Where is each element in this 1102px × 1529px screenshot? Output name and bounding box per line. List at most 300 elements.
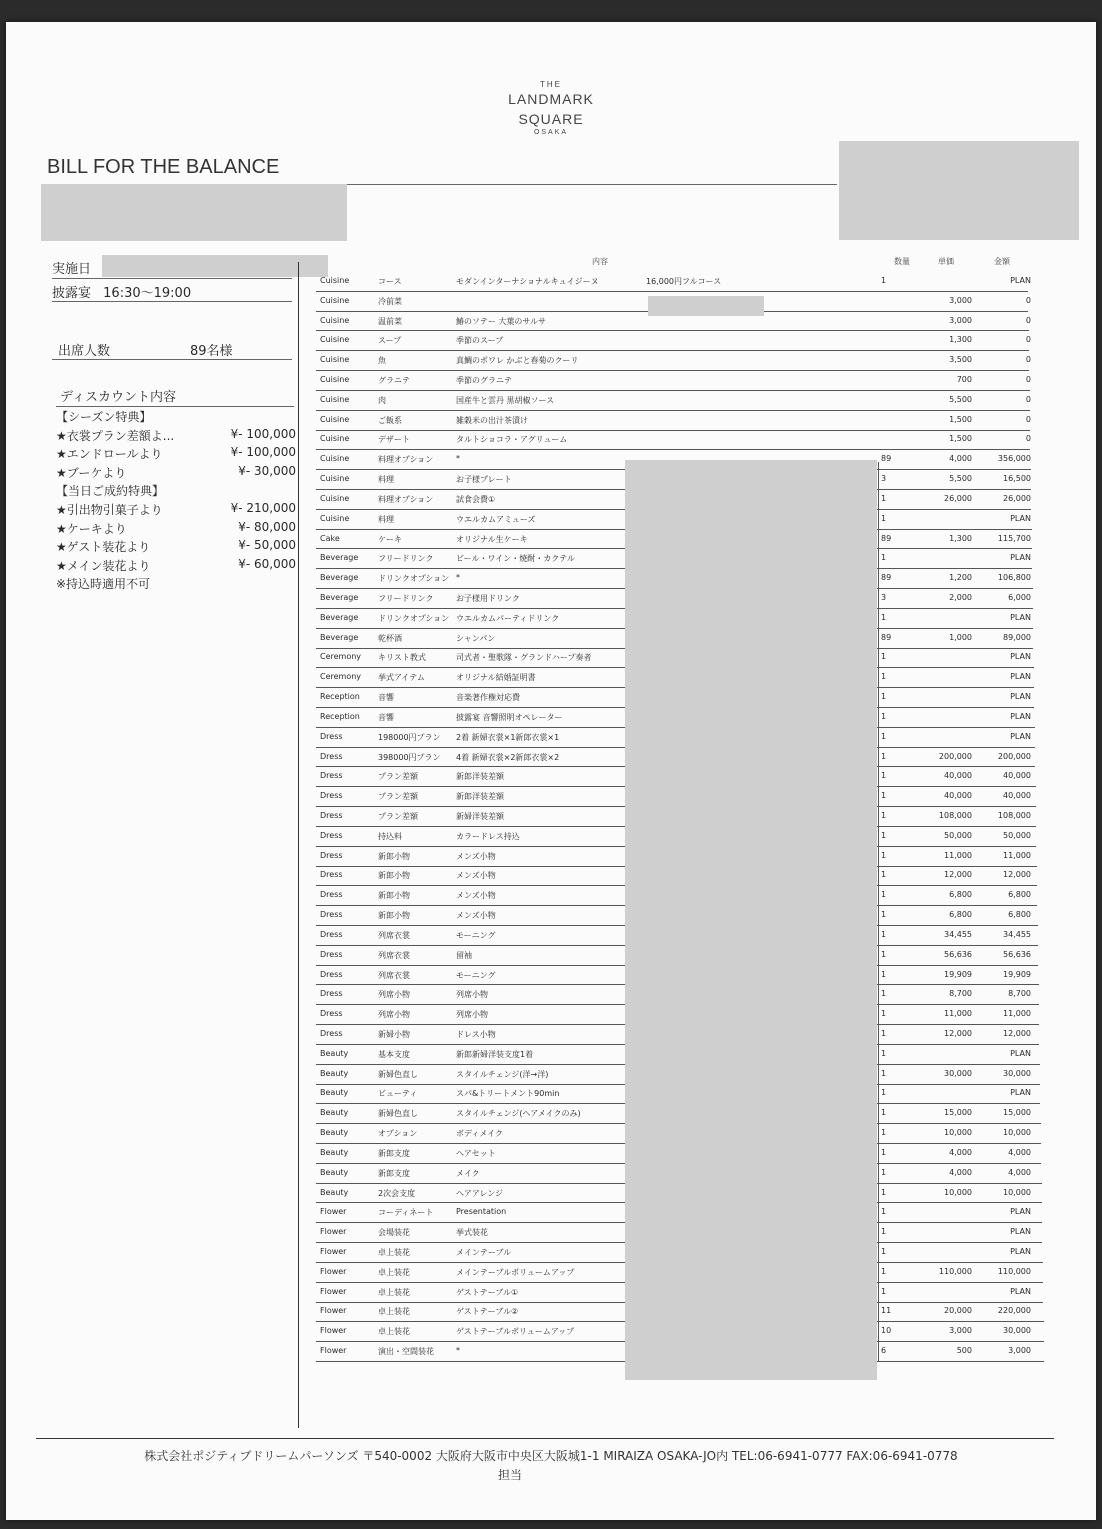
- guests-value: 89名様: [190, 344, 233, 359]
- row-unit-price: 500: [956, 1346, 972, 1356]
- row-quantity: 1: [881, 652, 887, 662]
- row-amount: 26,000: [1003, 493, 1031, 503]
- row-quantity: 89: [881, 573, 892, 583]
- row-description: *: [456, 1346, 460, 1356]
- row-description: モーニング: [456, 970, 496, 980]
- row-amount: 106,800: [997, 573, 1031, 583]
- row-description: 披露宴 音響照明オペレーター: [456, 712, 563, 722]
- header-unit: 単価: [938, 257, 954, 266]
- row-category: Cuisine: [320, 434, 350, 444]
- row-amount: 40,000: [1003, 791, 1031, 801]
- row-description: モダンインターナショナルキュイジーヌ: [456, 276, 599, 286]
- row-amount: 4,000: [1008, 1147, 1031, 1157]
- row-unit-price: 108,000: [938, 810, 972, 820]
- row-item: フリードリンク: [378, 593, 434, 603]
- row-unit-price: 30,000: [944, 1068, 972, 1078]
- discount-label: ※持込時適用不可: [56, 577, 151, 592]
- row-unit-price: 1,300: [949, 533, 972, 543]
- row-description: オリジナル生ケーキ: [456, 534, 528, 544]
- row-description: 試食会費①: [456, 494, 496, 504]
- row-quantity: 1: [881, 969, 887, 979]
- row-description: 2着 新婦衣裳×1新郎衣裳×1: [456, 732, 560, 742]
- row-amount: 11,000: [1003, 1009, 1031, 1019]
- row-quantity: 1: [881, 1128, 887, 1138]
- row-category: Dress: [320, 850, 343, 860]
- row-category: Dress: [320, 929, 343, 939]
- row-category: Cuisine: [320, 394, 350, 404]
- reception-row: [52, 282, 292, 301]
- header-amount: 金額: [994, 257, 1010, 266]
- row-quantity: 1: [881, 1207, 887, 1217]
- row-item: プラン差額: [378, 772, 418, 782]
- row-quantity: 1: [881, 850, 887, 860]
- row-item: 料理オプション: [378, 455, 434, 465]
- redacted-date: [102, 255, 328, 277]
- row-description: お子様プレート: [456, 475, 512, 485]
- row-amount: 50,000: [1003, 830, 1031, 840]
- row-unit-price: 4,000: [949, 454, 972, 464]
- row-description: 挙式装花: [456, 1228, 488, 1238]
- row-amount: 200,000: [997, 751, 1031, 761]
- qty-column-rule: [878, 462, 879, 1362]
- row-description: ヘアアレンジ: [456, 1188, 504, 1198]
- row-amount: 11,000: [1003, 850, 1031, 860]
- row-item: 持込料: [378, 831, 402, 841]
- row-description: メンズ小物: [456, 871, 496, 881]
- row-unit-price: 56,636: [944, 949, 972, 959]
- company-footer: 株式会社ポジティブドリームパーソンズ 〒540-0002 大阪府大阪市中央区大阪城1-1 MIRAIZA OSAKA-JO内 TEL:06-6941-0777 FAX:06-6941-0778: [144, 1449, 958, 1463]
- row-amount: 40,000: [1003, 771, 1031, 781]
- row-unit-price: 3,000: [949, 315, 972, 325]
- row-category: Dress: [320, 910, 343, 920]
- row-category: Cuisine: [320, 295, 350, 305]
- row-category: Cuisine: [320, 493, 350, 503]
- row-item: 温前菜: [378, 316, 402, 326]
- row-item: 新郎小物: [378, 891, 410, 901]
- row-quantity: 89: [881, 533, 892, 543]
- row-item: コース: [378, 276, 402, 286]
- discount-label: 【当日ご成約特典】: [56, 484, 165, 499]
- row-category: Dress: [320, 1028, 343, 1038]
- row-unit-price: 12,000: [944, 1028, 972, 1038]
- row-amount: 12,000: [1003, 870, 1031, 880]
- row-quantity: 1: [881, 672, 887, 682]
- discount-item: [56, 557, 296, 574]
- discount-label: 【シーズン特典】: [56, 410, 152, 424]
- row-item: 新郎小物: [378, 911, 410, 921]
- row-amount: 6,000: [1008, 592, 1031, 602]
- discount-label: ★衣裳プラン差額よ...: [56, 428, 175, 443]
- row-quantity: 1: [881, 1246, 887, 1256]
- reception-time: 16:30～19:00: [103, 286, 192, 301]
- guests-label: 出席人数: [58, 344, 111, 359]
- row-description: メインテーブルボリュームアップ: [456, 1267, 575, 1277]
- row-category: Dress: [320, 870, 343, 880]
- row-quantity: 1: [881, 751, 887, 761]
- row-amount: 108,000: [997, 810, 1031, 820]
- row-item: 列席小物: [378, 1010, 410, 1020]
- row-category: Beverage: [320, 632, 359, 642]
- row-description: メンズ小物: [456, 851, 496, 861]
- row-amount: PLAN: [1010, 652, 1031, 662]
- row-item: オプション: [378, 1129, 418, 1139]
- row-amount: 56,636: [1003, 949, 1031, 959]
- row-amount: PLAN: [1010, 1088, 1031, 1098]
- discount-value: ¥- 100,000: [230, 445, 296, 460]
- discount-item: [56, 501, 296, 518]
- row-unit-price: 3,500: [949, 355, 972, 365]
- row-quantity: 1: [881, 1167, 887, 1177]
- row-amount: 6,800: [1008, 890, 1031, 900]
- row-description: 留袖: [456, 950, 472, 960]
- redacted-block-right: [839, 141, 1079, 240]
- row-description: *: [456, 454, 460, 464]
- row-unit-price: 6,800: [949, 890, 972, 900]
- footer-rule: [36, 1438, 1054, 1439]
- row-quantity: 1: [881, 771, 887, 781]
- row-category: Flower: [320, 1227, 347, 1237]
- row-description: ゲストテーブル①: [456, 1287, 519, 1297]
- discount-label: ★ゲスト装花より: [56, 540, 151, 555]
- row-amount: PLAN: [1010, 612, 1031, 622]
- row-category: Dress: [320, 949, 343, 959]
- row-category: Flower: [320, 1326, 347, 1336]
- row-category: Cuisine: [320, 315, 350, 325]
- row-amount: PLAN: [1010, 553, 1031, 563]
- row-unit-price: 34,455: [944, 929, 972, 939]
- row-category: Beauty: [320, 1068, 349, 1078]
- discount-value: ¥- 60,000: [238, 556, 296, 571]
- row-description: カラードレス持込: [456, 831, 520, 841]
- row-item: ドリンクオプション: [378, 574, 450, 584]
- row-item: 卓上装花: [378, 1287, 410, 1297]
- row-description: ウエルカムアミューズ: [456, 514, 536, 524]
- row-amount: 0: [1025, 355, 1031, 365]
- row-description: メインテーブル: [456, 1247, 512, 1257]
- row-unit-price: 40,000: [944, 771, 972, 781]
- row-description: ヘアセット: [456, 1148, 496, 1158]
- row-category: Beauty: [320, 1048, 349, 1058]
- row-unit-price: 50,000: [944, 830, 972, 840]
- row-amount: 15,000: [1003, 1108, 1031, 1118]
- row-unit-price: 8,700: [949, 989, 972, 999]
- row-unit-price: 3,000: [949, 295, 972, 305]
- discount-label: ★エンドロールより: [56, 447, 163, 462]
- row-quantity: 1: [881, 949, 887, 959]
- row-unit-price: 20,000: [944, 1306, 972, 1316]
- row-amount: 0: [1025, 434, 1031, 444]
- row-description: ビール・ワイン・焼酎・カクテル: [456, 554, 575, 564]
- row-quantity: 3: [881, 474, 887, 484]
- row-quantity: 1: [881, 275, 887, 285]
- row-unit-price: 1,300: [949, 335, 972, 345]
- discount-item: [56, 520, 296, 537]
- row-item: 料理: [378, 514, 394, 524]
- row-quantity: 1: [881, 711, 887, 721]
- row-quantity: 89: [881, 632, 892, 642]
- row-amount: 19,909: [1003, 969, 1031, 979]
- row-unit-price: 2,000: [949, 592, 972, 602]
- row-item: 肉: [378, 395, 386, 405]
- row-description: スタイルチェンジ(洋→洋): [456, 1069, 549, 1079]
- row-description: スタイルチェンジ(ヘアメイクのみ): [456, 1109, 581, 1119]
- discount-value: ¥- 50,000: [238, 538, 296, 553]
- row-quantity: 1: [881, 513, 887, 523]
- row-quantity: 1: [881, 1068, 887, 1078]
- discount-value: ¥- 210,000: [230, 501, 296, 515]
- row-item: 新婦色直し: [378, 1109, 418, 1119]
- row-category: Cuisine: [320, 374, 350, 384]
- row-category: Cake: [320, 533, 340, 543]
- row-category: Dress: [320, 969, 343, 979]
- row-unit-price: 110,000: [938, 1266, 972, 1276]
- row-item: 乾杯酒: [378, 633, 402, 643]
- row-amount: 30,000: [1003, 1068, 1031, 1078]
- row-item: ご飯系: [378, 415, 402, 425]
- row-unit-price: 11,000: [944, 850, 972, 860]
- reception-label: 披露宴: [52, 286, 92, 301]
- row-amount: PLAN: [1010, 1227, 1031, 1237]
- row-category: Beverage: [320, 612, 359, 622]
- row-category: Cuisine: [320, 335, 350, 345]
- row-amount: PLAN: [1010, 672, 1031, 682]
- row-item: ケーキ: [378, 534, 402, 544]
- row-quantity: 1: [881, 692, 887, 702]
- row-category: Dress: [320, 1009, 343, 1019]
- row-description: 新郎洋装差額: [456, 792, 504, 802]
- row-amount: 6,800: [1008, 910, 1031, 920]
- discount-item: [56, 445, 296, 462]
- discount-item: [56, 427, 296, 444]
- row-amount: 30,000: [1003, 1326, 1031, 1336]
- table-row: [316, 272, 1031, 292]
- row-amount: PLAN: [1010, 1286, 1031, 1296]
- row-quantity: 6: [881, 1346, 887, 1356]
- row-category: Dress: [320, 771, 343, 781]
- row-item: 列席衣裳: [378, 950, 410, 960]
- row-item: 卓上装花: [378, 1307, 410, 1317]
- row-quantity: 1: [881, 731, 887, 741]
- row-quantity: 1: [881, 870, 887, 880]
- row-item: デザート: [378, 435, 410, 445]
- discount-value: ¥- 100,000: [230, 426, 296, 441]
- row-amount: 10,000: [1003, 1187, 1031, 1197]
- row-category: Beverage: [320, 573, 359, 583]
- table-row: [316, 391, 1030, 411]
- row-item: 演出・空間装花: [378, 1347, 434, 1357]
- row-category: Flower: [320, 1346, 347, 1356]
- row-item: コーディネート: [378, 1208, 434, 1218]
- discount-item: [56, 482, 296, 499]
- row-quantity: 1: [881, 929, 887, 939]
- row-unit-price: 700: [956, 374, 972, 384]
- row-item: 冷前菜: [378, 296, 402, 306]
- discount-label: ★引出物引菓子より: [56, 503, 163, 517]
- table-row: [316, 371, 1030, 391]
- row-category: Flower: [320, 1306, 347, 1316]
- row-amount: 4,000: [1008, 1167, 1031, 1177]
- row-unit-price: 1,200: [949, 573, 972, 583]
- row-quantity: 11: [881, 1306, 892, 1316]
- row-amount: PLAN: [1010, 711, 1031, 721]
- row-quantity: 1: [881, 1227, 887, 1237]
- row-description: 季節のスープ: [456, 336, 504, 346]
- row-category: Dress: [320, 791, 343, 801]
- row-unit-price: 6,800: [949, 910, 972, 920]
- row-item: 2次会支度: [378, 1188, 416, 1198]
- row-item: 料理: [378, 475, 394, 485]
- row-amount: 3,000: [1008, 1346, 1031, 1356]
- venue-logo: THE LANDMARK SQUARE OSAKA: [508, 80, 594, 136]
- row-note: 16,000円フルコース: [646, 276, 722, 286]
- row-item: キリスト教式: [378, 653, 426, 663]
- redacted-column: [625, 460, 877, 1380]
- row-description: 新郎洋装差額: [456, 772, 504, 782]
- row-amount: 110,000: [997, 1266, 1031, 1276]
- row-item: プラン差額: [378, 792, 418, 802]
- row-category: Beauty: [320, 1128, 349, 1138]
- row-quantity: 1: [881, 989, 887, 999]
- discount-value: ¥- 80,000: [238, 519, 296, 534]
- row-amount: 8,700: [1008, 989, 1031, 999]
- row-description: 音楽著作権対応費: [456, 693, 520, 703]
- row-amount: 0: [1025, 394, 1031, 404]
- row-amount: PLAN: [1010, 513, 1031, 523]
- row-item: 列席小物: [378, 990, 410, 1000]
- row-category: Dress: [320, 731, 343, 741]
- row-description: 季節のグラニテ: [456, 375, 512, 385]
- row-quantity: 1: [881, 1286, 887, 1296]
- row-description: 新郎新婦洋装支度1着: [456, 1049, 534, 1059]
- table-row: [316, 331, 1029, 351]
- row-quantity: 1: [881, 910, 887, 920]
- row-amount: PLAN: [1010, 731, 1031, 741]
- row-category: Beverage: [320, 553, 359, 563]
- row-item: 料理オプション: [378, 494, 434, 504]
- row-description: 国産牛と雲丹 黒胡椒ソース: [456, 395, 555, 405]
- row-amount: PLAN: [1010, 1207, 1031, 1217]
- row-quantity: 1: [881, 1147, 887, 1157]
- row-item: プラン差額: [378, 811, 418, 821]
- row-category: Flower: [320, 1207, 347, 1217]
- row-item: 音響: [378, 693, 394, 703]
- row-unit-price: 4,000: [949, 1167, 972, 1177]
- row-item: 卓上装花: [378, 1247, 410, 1257]
- row-unit-price: 200,000: [938, 751, 972, 761]
- row-amount: 12,000: [1003, 1028, 1031, 1038]
- redacted-block-left: [41, 184, 347, 241]
- row-description: スパ&トリートメント90min: [456, 1089, 560, 1099]
- discount-item: [56, 408, 296, 425]
- row-amount: 16,500: [1003, 474, 1031, 484]
- row-unit-price: 26,000: [944, 493, 972, 503]
- row-item: 新婦色直し: [378, 1069, 418, 1079]
- row-description: 鰆のソテー 大葉のサルサ: [456, 316, 546, 326]
- row-category: Cuisine: [320, 414, 350, 424]
- staff-label: 担当: [498, 1468, 523, 1482]
- row-description: モーニング: [456, 930, 496, 940]
- row-amount: 10,000: [1003, 1128, 1031, 1138]
- table-row: [316, 431, 1030, 451]
- row-quantity: 1: [881, 1187, 887, 1197]
- row-unit-price: 1,000: [949, 632, 972, 642]
- row-description: メイク: [456, 1168, 480, 1178]
- row-description: メンズ小物: [456, 891, 496, 901]
- row-item: 挙式アイテム: [378, 673, 425, 683]
- row-category: Beauty: [320, 1187, 349, 1197]
- row-item: 198000円プラン: [378, 732, 441, 742]
- row-item: 新郎小物: [378, 871, 410, 881]
- row-item: 新郎支度: [378, 1168, 410, 1178]
- row-description: 雑穀米の出汁茶漬け: [456, 415, 528, 425]
- column-divider: [298, 262, 299, 1428]
- row-category: Beauty: [320, 1108, 349, 1118]
- row-item: 卓上装花: [378, 1267, 410, 1277]
- row-description: Presentation: [456, 1207, 507, 1217]
- row-amount: 0: [1025, 414, 1031, 424]
- table-row: [316, 411, 1030, 431]
- row-item: 新郎小物: [378, 851, 410, 861]
- row-unit-price: 3,000: [949, 1326, 972, 1336]
- row-quantity: 1: [881, 612, 887, 622]
- row-description: ドレス小物: [456, 1029, 496, 1039]
- row-amount: 0: [1025, 335, 1031, 345]
- row-unit-price: 19,909: [944, 969, 972, 979]
- row-unit-price: 5,500: [949, 474, 972, 484]
- row-category: Cuisine: [320, 275, 350, 285]
- row-description: ウエルカムパーティドリンク: [456, 613, 560, 623]
- row-category: Beauty: [320, 1088, 349, 1098]
- row-unit-price: 1,500: [949, 414, 972, 424]
- row-amount: 89,000: [1003, 632, 1031, 642]
- row-category: Cuisine: [320, 355, 350, 365]
- row-amount: PLAN: [1010, 1246, 1031, 1256]
- row-category: Dress: [320, 810, 343, 820]
- row-category: Dress: [320, 751, 343, 761]
- row-description: 4着 新婦衣裳×2新郎衣裳×2: [456, 752, 560, 762]
- row-amount: 34,455: [1003, 929, 1031, 939]
- row-item: スープ: [378, 336, 402, 346]
- header-qty: 数量: [894, 257, 910, 266]
- row-quantity: 1: [881, 810, 887, 820]
- row-quantity: 1: [881, 553, 887, 563]
- row-category: Ceremony: [320, 672, 362, 682]
- row-item: 音響: [378, 712, 394, 722]
- row-unit-price: 40,000: [944, 791, 972, 801]
- row-item: 列席衣裳: [378, 970, 410, 980]
- row-item: 398000円プラン: [378, 752, 441, 762]
- row-quantity: 3: [881, 592, 887, 602]
- row-item: 新郎支度: [378, 1148, 410, 1158]
- discount-label: ★ケーキより: [56, 521, 127, 536]
- row-description: タルトショコラ・アグリューム: [456, 435, 568, 445]
- row-description: ボディメイク: [456, 1129, 504, 1139]
- row-item: 基本支度: [378, 1049, 410, 1059]
- row-description: 列席小物: [456, 1010, 488, 1020]
- row-unit-price: 10,000: [944, 1187, 972, 1197]
- row-description: 列席小物: [456, 990, 488, 1000]
- row-amount: 0: [1025, 374, 1031, 384]
- row-unit-price: 12,000: [944, 870, 972, 880]
- row-quantity: 89: [881, 454, 892, 464]
- row-category: Cuisine: [320, 474, 350, 484]
- row-description: シャンパン: [456, 633, 496, 643]
- row-description: ゲストテーブル②: [456, 1307, 519, 1317]
- row-unit-price: 1,500: [949, 434, 972, 444]
- row-amount: 115,700: [997, 533, 1031, 543]
- row-quantity: 1: [881, 1266, 887, 1276]
- row-category: Flower: [320, 1266, 347, 1276]
